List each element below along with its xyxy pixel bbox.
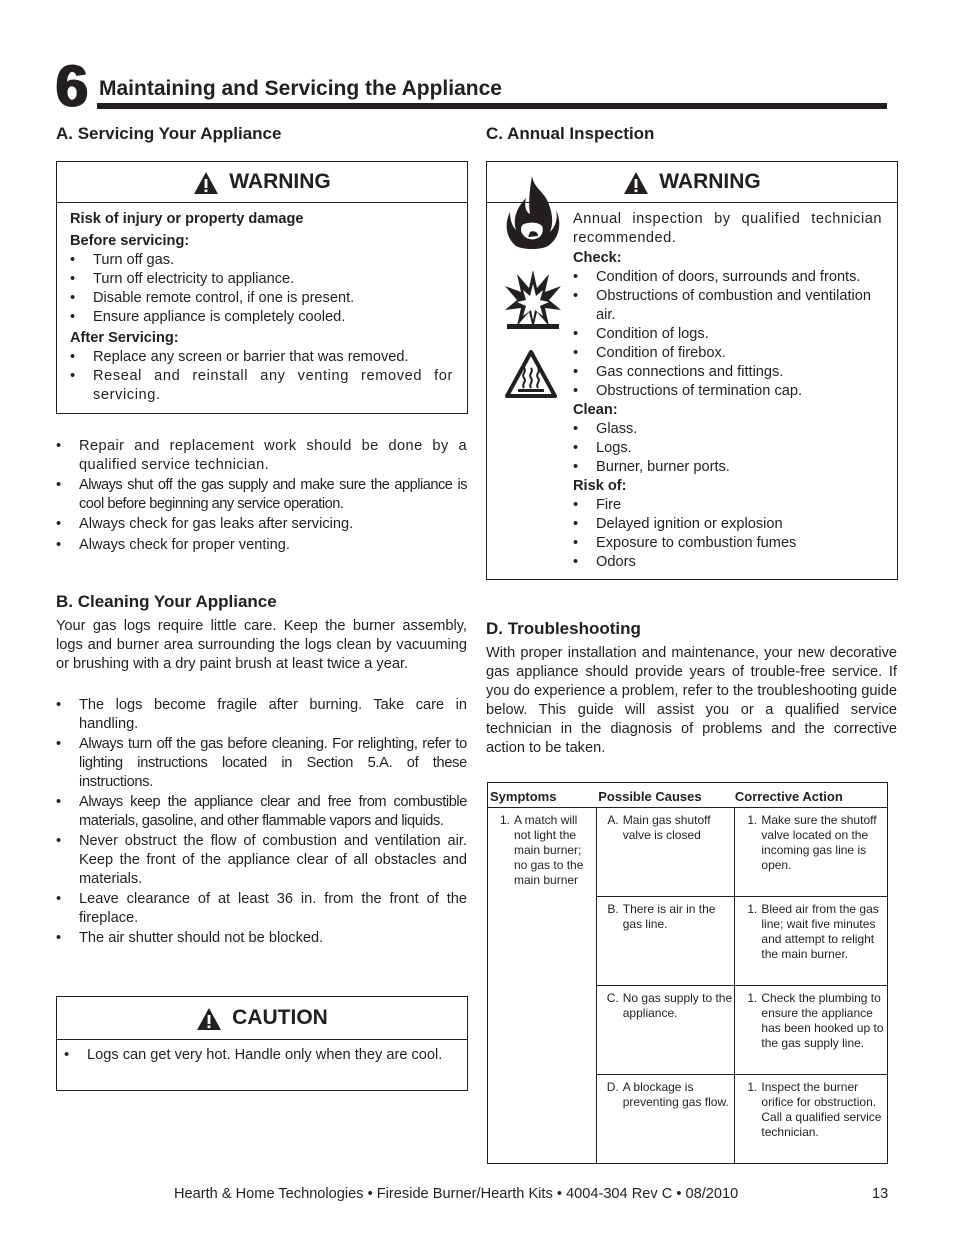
list-item: • Always check for proper venting. (56, 536, 467, 555)
section-b-bullets (56, 696, 467, 948)
list-item: • Obstructions of combustion and ventilation air. (573, 287, 882, 325)
warning-label: WARNING (229, 170, 331, 193)
action-cell (735, 986, 888, 1075)
warning-body (57, 203, 467, 405)
explosion-hazard-icon (503, 268, 563, 330)
list-item: • Burner, burner ports. (573, 458, 882, 477)
symptom-number: 1. (499, 813, 510, 827)
action-number: 1. (747, 991, 758, 1005)
clean-heading: Clean: (573, 402, 618, 418)
cause-cell (596, 897, 735, 986)
caution-text: • Logs can get very hot. Handle only when they are cool. (64, 1046, 457, 1065)
action-cell (735, 1075, 888, 1164)
risk-heading: Risk of: (573, 478, 627, 494)
warning-box-inspection (486, 161, 898, 580)
action-cell (735, 808, 888, 897)
list-item: • The air shutter should not be blocked. (56, 929, 467, 948)
footer-text: Hearth & Home Technologies • Fireside Burner/Hearth Kits • 4004-304 Rev C • 08/2010 (174, 1186, 739, 1202)
symptom-text: A match will not light the main burner; no gas to the main burner (514, 813, 584, 887)
fire-hazard-icon (504, 174, 560, 250)
list-item: • Condition of logs. (573, 325, 882, 344)
section-b-heading: B. Cleaning Your Appliance (56, 592, 277, 611)
list-item: • Always turn off the gas before cleaning. For relighting, refer to lighting instructions located in Section 5.A. of these instructions. (56, 735, 467, 792)
cause-cell (596, 1075, 735, 1164)
list-item: • Never obstruct the flow of combustion and ventilation air. Keep the front of the appliance clear of all obstacles and materials. (56, 832, 467, 889)
cause-number: D. (606, 1080, 619, 1094)
caution-box (56, 996, 468, 1091)
warning-header (57, 162, 467, 203)
list-item: • Ensure appliance is completely cooled. (70, 308, 453, 327)
list-item: • Condition of firebox. (573, 344, 882, 363)
list-item: • The logs become fragile after burning. Take care in handling. (56, 696, 467, 734)
action-number: 1. (747, 1080, 758, 1094)
action-text: Check the plumbing to ensure the appliance has been hooked up to the gas supply line. (761, 991, 884, 1050)
list-item: • Exposure to combustion fumes (573, 534, 882, 553)
warning-box-servicing (56, 161, 468, 414)
action-number: 1. (747, 813, 758, 827)
list-item: • Gas connections and fittings. (573, 363, 882, 382)
cause-text: There is air in the gas line. (622, 902, 716, 931)
list-item: • Repair and replacement work should be done by a qualified service technician. (56, 437, 467, 475)
list-item: • Glass. (573, 420, 882, 439)
warning-triangle-icon (623, 171, 649, 195)
action-text: Make sure the shutoff valve located on the incoming gas line is open. (761, 813, 877, 872)
section-a-bullets (56, 437, 467, 555)
action-text: Inspect the burner orifice for obstruction. Call a qualified service technician. (761, 1080, 882, 1139)
warning-triangle-icon (196, 1007, 222, 1031)
list-item: • Always keep the appliance clear and free from combustible materials, gasoline, and other flammable vapors and liquids. (56, 793, 467, 831)
header-symptoms: Symptoms (488, 783, 597, 808)
after-heading: After Servicing: (70, 330, 179, 346)
list-item: • Odors (573, 553, 882, 572)
list-item: • Obstructions of termination cap. (573, 382, 882, 401)
header-causes: Possible Causes (596, 783, 735, 808)
before-heading: Before servicing: (70, 233, 190, 249)
table-row (488, 808, 888, 897)
action-cell (735, 897, 888, 986)
check-heading: Check: (573, 250, 622, 266)
cause-number: B. (607, 902, 619, 916)
action-number: 1. (747, 902, 758, 916)
inspection-body (573, 210, 882, 572)
section-d-heading: D. Troubleshooting (486, 619, 641, 638)
section-d-intro: With proper installation and maintenance, your new decorative gas appliance should provide years of trouble-free service. If you do experience a problem, refer to the troubleshooting guide below. This guide will assist you or a qualified service technician in the diagnosis of problems and the corrective action to be taken. (486, 645, 897, 756)
list-item: • Turn off electricity to appliance. (70, 270, 453, 289)
caution-label: CAUTION (232, 1006, 328, 1029)
warning-triangle-icon (193, 171, 219, 195)
header-action: Corrective Action (735, 783, 888, 808)
warning-risk: Risk of injury or property damage (70, 211, 304, 227)
cause-cell (596, 986, 735, 1075)
cause-text: No gas supply to the appliance. (622, 991, 733, 1020)
cause-text: A blockage is preventing gas flow. (622, 1080, 729, 1109)
table-header-row (488, 783, 888, 808)
action-text: Bleed air from the gas line; wait five minutes and attempt to relight the main burner. (761, 902, 879, 961)
list-item: • Condition of doors, surrounds and fronts. (573, 268, 882, 287)
cause-number: C. (606, 991, 619, 1005)
cause-number: A. (607, 813, 619, 827)
list-item: • Turn off gas. (70, 251, 453, 270)
list-item: • Delayed ignition or explosion (573, 515, 882, 534)
cause-cell (596, 808, 735, 897)
list-item: • Always shut off the gas supply and make sure the appliance is cool before beginning any service operation. (56, 476, 467, 514)
list-item: • Leave clearance of at least 36 in. from the front of the fireplace. (56, 890, 467, 928)
list-item: • Reseal and reinstall any venting removed for servicing. (70, 367, 453, 405)
section-c-heading: C. Annual Inspection (486, 124, 655, 143)
section-a-heading: A. Servicing Your Appliance (56, 124, 282, 143)
warning-label: WARNING (659, 170, 761, 193)
list-item: • Replace any screen or barrier that was removed. (70, 348, 453, 367)
hot-surface-icon (505, 350, 557, 398)
section-b-intro: Your gas logs require little care. Keep the burner assembly, logs and burner area surrounding the logs clean by vacuuming or brushing with a dry paint brush at least twice a year. (56, 618, 467, 672)
symptom-cell (488, 808, 597, 1164)
page-number: 13 (872, 1186, 889, 1202)
list-item: • Disable remote control, if one is present. (70, 289, 453, 308)
list-item: • Fire (573, 496, 882, 515)
chapter-number: 6 (55, 54, 88, 119)
chapter-title: Maintaining and Servicing the Appliance (99, 77, 502, 100)
cause-text: Main gas shutoff valve is closed (622, 813, 711, 842)
list-item: • Always check for gas leaks after servicing. (56, 515, 467, 534)
troubleshooting-table (487, 782, 888, 1164)
header-rule (97, 103, 887, 109)
inspection-intro: Annual inspection by qualified technician recommended. (573, 211, 882, 246)
caution-header (57, 997, 467, 1040)
list-item: • Logs. (573, 439, 882, 458)
